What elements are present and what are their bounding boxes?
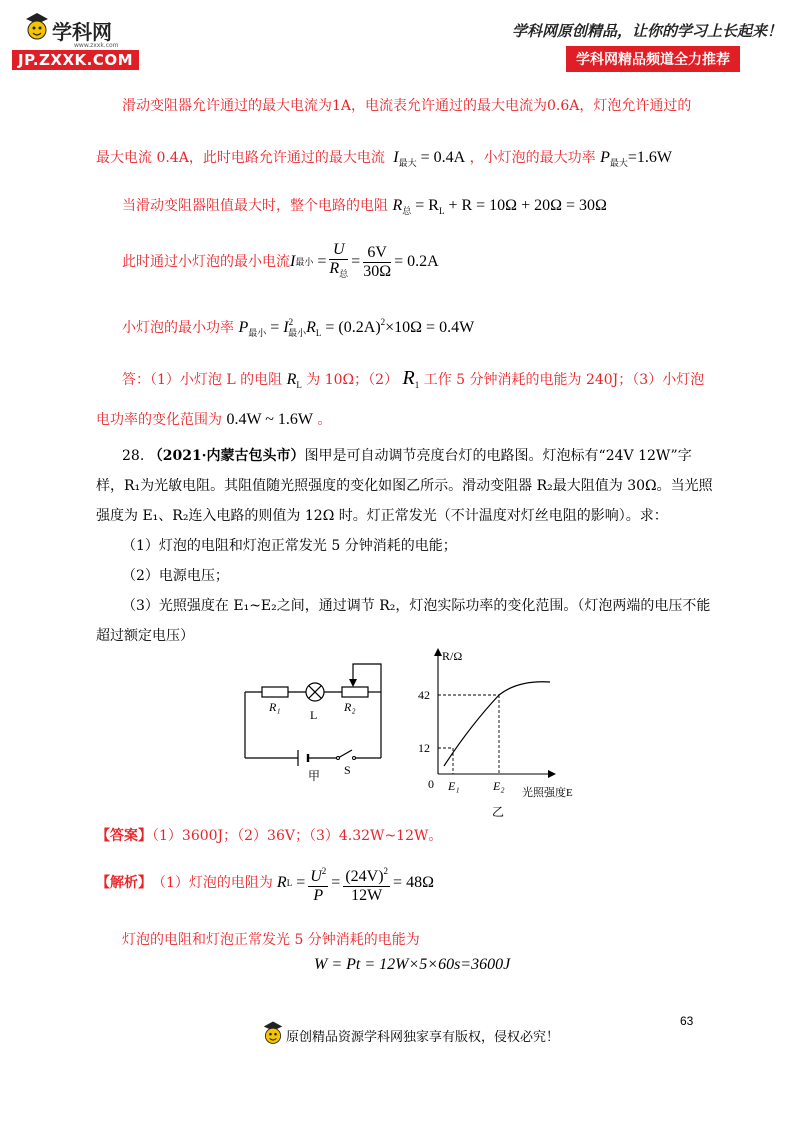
solution-line-3 [122, 196, 607, 221]
answer-text: （1）3600J；（2）36V；（3）4.32W~12W。 [152, 828, 443, 844]
label-r2: R₂ [344, 700, 356, 714]
label-switch: S [344, 763, 351, 777]
analysis-line-1 [96, 856, 434, 910]
subquestion-3: （3）光照强度在 E₁~E₂之间，通过调节 R₂，灯泡实际功率的变化范围。（灯泡两端的电压不能 [122, 598, 711, 614]
logo-domain: www.zxxk.com [74, 42, 119, 49]
question-line-3: 强度为 E₁、R₂连入电路的则值为 12Ω 时。灯正常发光（不计温度对灯丝电阻的影响）。求： [96, 508, 668, 524]
pmax-formula: $P_{最大}=1.6W$ [600, 149, 673, 168]
subquestion-2: （2）电源电压； [122, 568, 229, 584]
tick-e1: E₁ [448, 779, 460, 793]
solution-text: ，小灯泡的最大功率 [469, 150, 596, 166]
resistor-r1 [262, 687, 288, 697]
subquestion-3-cont: 超过额定电压） [96, 628, 194, 644]
solution-line-5 [122, 312, 474, 343]
slider-arrow [349, 679, 357, 687]
tick-12: 12 [418, 741, 430, 755]
solution-line-2 [96, 148, 672, 173]
solution-line-1: 滑动变阻器允许通过的最大电流为1A，电流表允许通过的最大电流为0.6A，灯泡允许通过的 [122, 98, 692, 114]
rtotal-formula: $R_总 = R_L + R = 10\Omega + 20\Omega = 30\Omega$ [392, 197, 607, 216]
answer-line [96, 826, 442, 846]
question-source: （2021·内蒙古包头市） [148, 448, 305, 464]
circuit-diagram [240, 656, 390, 786]
imin-formula: I 最小 = $\frac{U}{R_总}$ = $\frac{6V}{30\Omega}$ = 0.2A [290, 241, 439, 280]
graph-caption: 乙 [492, 805, 505, 819]
solution-answer-line-1: 答：（1）小灯泡 L 的电阻 $R_L$ 为 10Ω；（2） $R_1$ 工作 5 分钟消耗的电能为 240J；（3）小灯泡 [122, 367, 705, 390]
answer-text: 。 [317, 412, 332, 428]
label-lamp: L [310, 708, 318, 722]
footer-copyright: 原创精品资源学科网独家享有版权，侵权必究！ [286, 1029, 560, 1045]
imax-formula: $I_{最大} = 0.4A$ [393, 149, 466, 168]
graph-xlabel: 光照强度E [522, 787, 573, 799]
resistor-r2 [342, 687, 368, 697]
mascot-icon [262, 1020, 284, 1050]
logo-name: 学科网 [52, 20, 112, 44]
graph-ylabel: R/Ω [442, 649, 463, 663]
energy-formula: W = Pt = 12W×5×60s=3600J [314, 956, 511, 973]
graph-diagram [410, 646, 580, 822]
mascot-icon [24, 12, 50, 46]
logo-url-bar: JP.ZXXK.COM [12, 50, 139, 70]
logo [12, 12, 162, 72]
answer-text: 工作 5 分钟消耗的电能为 240J；（3）小灯泡 [423, 372, 705, 388]
graph-origin: 0 [428, 777, 434, 791]
question-line-2: 样，R₁为光敏电阻。其阻值随光照强度的变化如图乙所示。滑动变阻器 R₂最大阻值为 30Ω。当光照 [96, 478, 713, 494]
analysis-tag: 【解析】 [96, 875, 152, 891]
answer-tag: 【答案】 [96, 828, 152, 844]
page-number: 63 [680, 1014, 694, 1028]
subquestion-1: （1）灯泡的电阻和灯泡正常发光 5 分钟消耗的电能； [122, 538, 457, 554]
answer-text: 电功率的变化范围为 [96, 412, 222, 428]
solution-line-4 [122, 238, 439, 286]
header-slogan-bar: 学科网精品频道全力推荐 [566, 46, 740, 72]
label-r1: R₁ [269, 700, 281, 714]
analysis-line-2: 灯泡的电阻和灯泡正常发光 5 分钟消耗的电能为 [122, 932, 420, 948]
answer-text: 为 10Ω；（2） [306, 372, 399, 388]
resistance-curve [444, 682, 550, 766]
resistance-formula: R L = $\frac{U^2}{P}$ = $\frac{(24V)^2}{12W}$ = 48Ω [277, 862, 434, 905]
solution-text: 小灯泡的最小功率 [122, 320, 234, 336]
answer-text: 答：（1）小灯泡 L 的电阻 [122, 372, 283, 388]
question-line-1 [122, 446, 692, 466]
question-number: 28. [122, 448, 145, 464]
switch [338, 750, 352, 758]
tick-42: 42 [418, 688, 430, 702]
pmin-formula: $P_{最小} = I^2_{最小}R_L = (0.2A)^2\times 10\Omega = 0.4W$ [238, 317, 475, 338]
solution-text: 当滑动变阻器阻值最大时，整个电路的电阻 [122, 198, 388, 214]
footer [262, 1020, 559, 1050]
solution-text: 此时通过小灯泡的最小电流 [122, 254, 290, 270]
solution-text: 最大电流 0.4A，此时电路允许通过的最大电流 [96, 150, 385, 166]
question-text: 图甲是可自动调节亮度台灯的电路图。灯泡标有“24V 12W”字 [304, 448, 692, 464]
analysis-text: （1）灯泡的电阻为 [152, 875, 273, 891]
header-slogan: 学科网原创精品，让你的学习上长起来！ [512, 22, 783, 40]
solution-answer-line-2 [96, 410, 331, 430]
tick-e2: E₂ [493, 779, 505, 793]
circuit-caption: 甲 [308, 769, 321, 783]
power-range: 0.4W ~ 1.6W [226, 411, 314, 428]
